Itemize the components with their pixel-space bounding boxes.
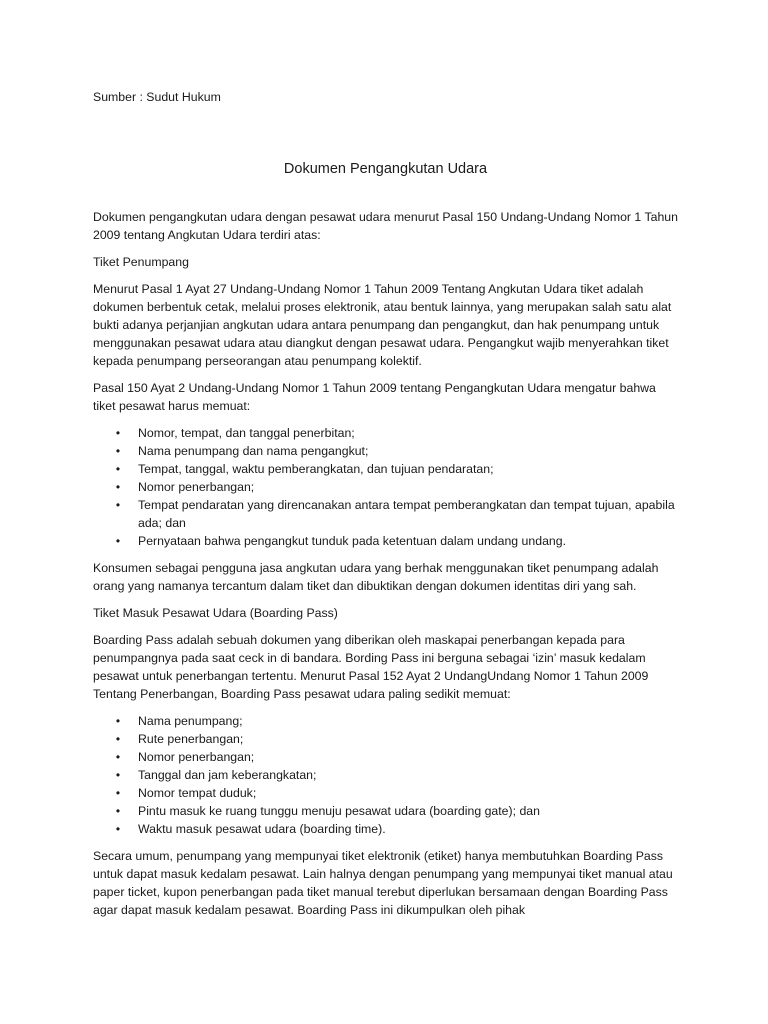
paragraph-definition-tiket: Menurut Pasal 1 Ayat 27 Undang-Undang Nomor 1 Tahun 2009 Tentang Angkutan Udara tiket adalah dokumen berbentuk cetak, melalui proses elektronik, atau bentuk lainnya, yang merupakan salah satu alat bukti adanya perjanjian angkutan udara antara penumpang dan pengangkut, dan hak penumpang untuk menggunakan pesawat udara atau diangkut dengan pesawat udara. Pengangkut wajib menyerahkan tiket kepada penumpang perseorangan atau penumpang kolektif. [93, 282, 672, 368]
list-item [93, 532, 678, 550]
list-item-text: Tempat pendaratan yang direncanakan antara tempat pemberangkatan dan tempat tujuan, apabila ada; dan [138, 498, 675, 530]
bullet-icon: • [115, 768, 121, 782]
list-item-text: Nomor penerbangan; [138, 480, 255, 494]
list-item [93, 784, 678, 802]
list-item [93, 766, 678, 784]
list-item [93, 496, 678, 532]
list-item [93, 748, 678, 766]
bullet-icon: • [115, 804, 121, 818]
list-item [93, 820, 678, 838]
list-item-text: Waktu masuk pesawat udara (boarding time). [138, 822, 386, 836]
bullet-icon: • [115, 714, 121, 728]
list-item [93, 442, 678, 460]
list-item-text: Pernyataan bahwa pengangkut tunduk pada ketentuan dalam undang undang. [138, 534, 567, 548]
list-item-text: Tempat, tanggal, waktu pemberangkatan, dan tujuan pendaratan; [138, 462, 494, 476]
list-item [93, 478, 678, 496]
list-item-text: Nama penumpang dan nama pengangkut; [138, 444, 369, 458]
bullet-icon: • [115, 750, 121, 764]
list-item [93, 802, 678, 820]
document-title: Dokumen Pengangkutan Udara [283, 161, 488, 177]
list-item [93, 424, 678, 442]
bullet-icon: • [115, 426, 121, 440]
list-item-text: Pintu masuk ke ruang tunggu menuju pesawat udara (boarding gate); dan [138, 804, 540, 818]
bullet-icon: • [115, 786, 121, 800]
bullet-icon: • [115, 462, 121, 476]
bullet-icon: • [115, 498, 121, 512]
list-item [93, 712, 678, 730]
section-heading-tiket-penumpang: Tiket Penumpang [93, 255, 189, 269]
bullet-icon: • [115, 444, 121, 458]
document-content [93, 88, 678, 919]
list-item-text: Nomor penerbangan; [138, 750, 255, 764]
tiket-contents-list [93, 424, 678, 550]
list-item-text: Nomor tempat duduk; [138, 786, 257, 800]
list-item-text: Rute penerbangan; [138, 732, 244, 746]
bullet-icon: • [115, 732, 121, 746]
paragraph-konsumen: Konsumen sebagai pengguna jasa angkutan udara yang berhak menggunakan tiket penumpang adalah orang yang namanya tercantum dalam tiket dan dibuktikan dengan dokumen identitas diri yang sah. [93, 561, 659, 593]
bullet-icon: • [115, 480, 121, 494]
paragraph-tiket-requirements: Pasal 150 Ayat 2 Undang-Undang Nomor 1 Tahun 2009 tentang Pengangkutan Udara mengatur bahwa tiket pesawat harus memuat: [93, 381, 656, 413]
bullet-icon: • [115, 534, 121, 548]
paragraph-eticket-vs-manual: Secara umum, penumpang yang mempunyai tiket elektronik (etiket) hanya membutuhkan Boarding Pass untuk dapat masuk kedalam pesawat. Lain halnya dengan penumpang yang mempunyai tiket manual atau paper ticket, kupon penerbangan pada tiket manual terebut diperlukan bersamaan dengan Boarding Pass agar dapat masuk kedalam pesawat. Boarding Pass ini dikumpulkan oleh pihak [93, 849, 673, 917]
list-item-text: Nama penumpang; [138, 714, 243, 728]
list-item [93, 730, 678, 748]
list-item-text: Tanggal dan jam keberangkatan; [138, 768, 317, 782]
list-item-text: Nomor, tempat, dan tanggal penerbitan; [138, 426, 355, 440]
paragraph-boarding-pass-definition: Boarding Pass adalah sebuah dokumen yang diberikan oleh maskapai penerbangan kepada para penumpangnya pada saat ceck in di bandara. Bording Pass ini berguna sebagai ‘izin’ masuk kedalam pesawat untuk penerbangan tertentu. Menurut Pasal 152 Ayat 2 UndangUndang Nomor 1 Tahun 2009 Tentang Penerbangan, Boarding Pass pesawat udara paling sedikit memuat: [93, 633, 649, 701]
list-item [93, 460, 678, 478]
intro-paragraph: Dokumen pengangkutan udara dengan pesawat udara menurut Pasal 150 Undang-Undang Nomor 1 Tahun 2009 tentang Angkutan Udara terdiri atas: [93, 210, 678, 242]
bullet-icon: • [115, 822, 121, 836]
source-line: Sumber : Sudut Hukum [93, 90, 221, 104]
section-heading-boarding-pass: Tiket Masuk Pesawat Udara (Boarding Pass) [93, 606, 338, 620]
boarding-pass-contents-list [93, 712, 678, 838]
